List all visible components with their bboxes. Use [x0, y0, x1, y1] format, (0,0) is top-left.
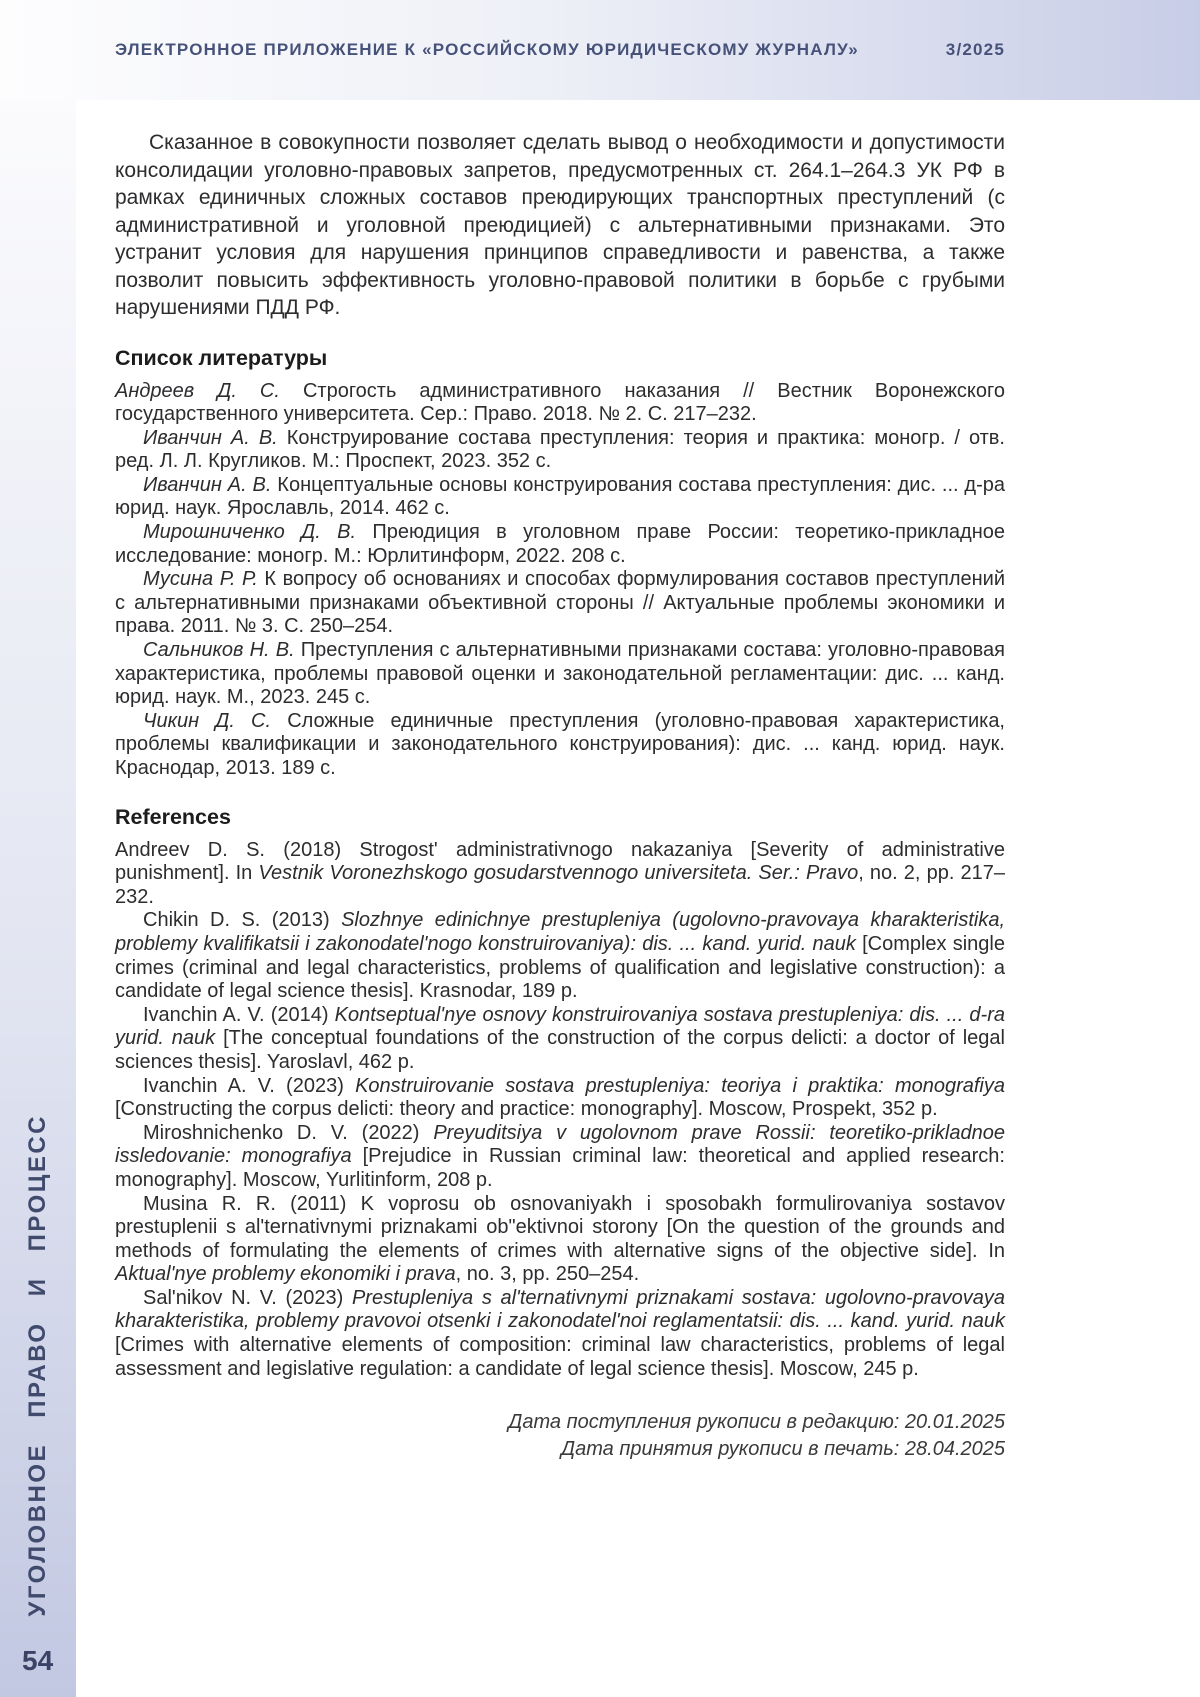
page-header	[0, 0, 1200, 100]
references-heading: References	[115, 804, 231, 829]
date-received: Дата поступления рукописи в редакцию: 20.01.2025	[508, 1411, 1005, 1434]
bibliography-entry: Сальников Н. В. Преступления с альтернативными признаками состава: уголовно-правовая характеристика, проблемы правовой оценки и законодательной регламентации: дис. ... канд. юрид. наук. М., 2023. 245 с.	[115, 639, 1005, 709]
section-title-vertical: УГОЛОВНОЕ ПРАВО И ПРОЦЕСС	[24, 1114, 51, 1617]
bibliography-list	[115, 380, 1005, 781]
bibliography-entry: Чикин Д. С. Сложные единичные преступления (уголовно-правовая характеристика, проблемы квалификации и законодательного конструирования): дис. ... канд. юрид. наук. Краснодар, 2013. 189 с.	[115, 709, 1005, 779]
references-list	[115, 839, 1005, 1382]
bibliography-entry: Андреев Д. С. Строгость административного наказания // Вестник Воронежского государственного университета. Сер.: Право. 2018. № 2. С. 217–232.	[115, 379, 1005, 426]
manuscript-dates	[115, 1409, 1005, 1463]
date-accepted: Дата принятия рукописи в печать: 28.04.2025	[561, 1438, 1005, 1461]
bibliography-entry: Мусина Р. Р. К вопросу об основаниях и способах формулирования составов преступлений с альтернативными признаками объективной стороны // Актуальные проблемы экономики и права. 2011. № 3. С. 250–254.	[115, 568, 1005, 638]
bibliography-entry: Иванчин А. В. Конструирование состава преступления: теория и практика: моногр. / отв. ред. Л. Л. Кругликов. М.: Проспект, 2023. 352 с.	[115, 426, 1005, 473]
bibliography-entry: Иванчин А. В. Концептуальные основы конструирования состава преступления: дис. ... д-ра юрид. наук. Ярославль, 2014. 462 с.	[115, 473, 1005, 520]
reference-entry: Sal'nikov N. V. (2023) Prestupleniya s al'ternativnymi priznakami sostava: ugolovno-pravovaya kharakteristika, problemy pravovoi otsenki i zakonodatel'noi reglamentatsii: dis. ... kand. yurid. nauk [Crimes with alternative elements of composition: criminal law characteristics, problems of legal assessment and legislative regulation: a candidate of legal science thesis]. Moscow, 245 p.	[115, 1286, 1005, 1380]
reference-entry: Musina R. R. (2011) K voprosu ob osnovaniyakh i sposobakh formulirovaniya sostavov prestuplenii s al'ternativnymi priznakami ob"ektivnoi storony [On the question of the grounds and methods of formulating the elements of crimes with alternative signs of the objective side]. In Aktual'nye problemy ekonomiki i prava, no. 3, pp. 250–254.	[115, 1192, 1005, 1286]
reference-entry: Andreev D. S. (2018) Strogost' administrativnogo nakazaniya [Severity of administrative punishment]. In Vestnik Voronezhskogo gosudarstvennogo universiteta. Ser.: Pravo, no. 2, pp. 217–232.	[115, 838, 1006, 908]
article-content	[115, 100, 1005, 1463]
page-number: 54	[22, 1645, 54, 1676]
sidebar-strip	[0, 100, 76, 1697]
conclusion-paragraph: Сказанное в совокупности позволяет сделать вывод о необходимости и допустимости консолидации уголовно-правовых запретов, предусмотренных ст. 264.1–264.3 УК РФ в рамках единичных сложных составов преюдирующих транспортных преступлений (с административной и уголовной преюдицией) с альтернативными признаками. Это устранит условия для нарушения принципов справедливости и равенства, а также позволит повысить эффективность уголовно-правовой политики в борьбе с грубыми нарушениями ПДД РФ.	[115, 131, 1005, 319]
reference-entry: Chikin D. S. (2013) Slozhnye edinichnye prestupleniya (ugolovno-pravovaya kharakteristika, problemy kvalifikatsii i zakonodatel'nogo konstruirovaniya): dis. ... kand. yurid. nauk [Complex single crimes (criminal and legal characteristics, problems of qualification and legislative construction): a candidate of legal science thesis]. Krasnodar, 189 p.	[115, 909, 1005, 1003]
reference-entry: Ivanchin A. V. (2023) Konstruirovanie sostava prestupleniya: teoriya i praktika: monografiya [Constructing the corpus delicti: theory and practice: monography]. Moscow, Prospekt, 352 p.	[115, 1074, 1006, 1121]
issue-number: 3/2025	[945, 40, 1005, 59]
reference-entry: Miroshnichenko D. V. (2022) Preyuditsiya v ugolovnom prave Rossii: teoretiko-prikladnoe issledovanie: monografiya [Prejudice in Russian criminal law: theoretical and applied research: monography]. Moscow, Yurlitinform, 208 p.	[115, 1121, 1005, 1191]
journal-title: ЭЛЕКТРОННОЕ ПРИЛОЖЕНИЕ К «РОССИЙСКОМУ ЮРИДИЧЕСКОМУ ЖУРНАЛУ»	[115, 40, 859, 59]
bibliography-entry: Мирошниченко Д. В. Преюдиция в уголовном праве России: теоретико-прикладное исследование: моногр. М.: Юрлитинформ, 2022. 208 с.	[115, 521, 1005, 567]
reference-entry: Ivanchin A. V. (2014) Kontseptual'nye osnovy konstruirovaniya sostava prestupleniya: dis. ... d-ra yurid. nauk [The conceptual foundations of the construction of the corpus delicti: a doctor of legal sciences thesis]. Yaroslavl, 462 p.	[115, 1003, 1005, 1073]
bibliography-heading: Список литературы	[115, 345, 328, 370]
